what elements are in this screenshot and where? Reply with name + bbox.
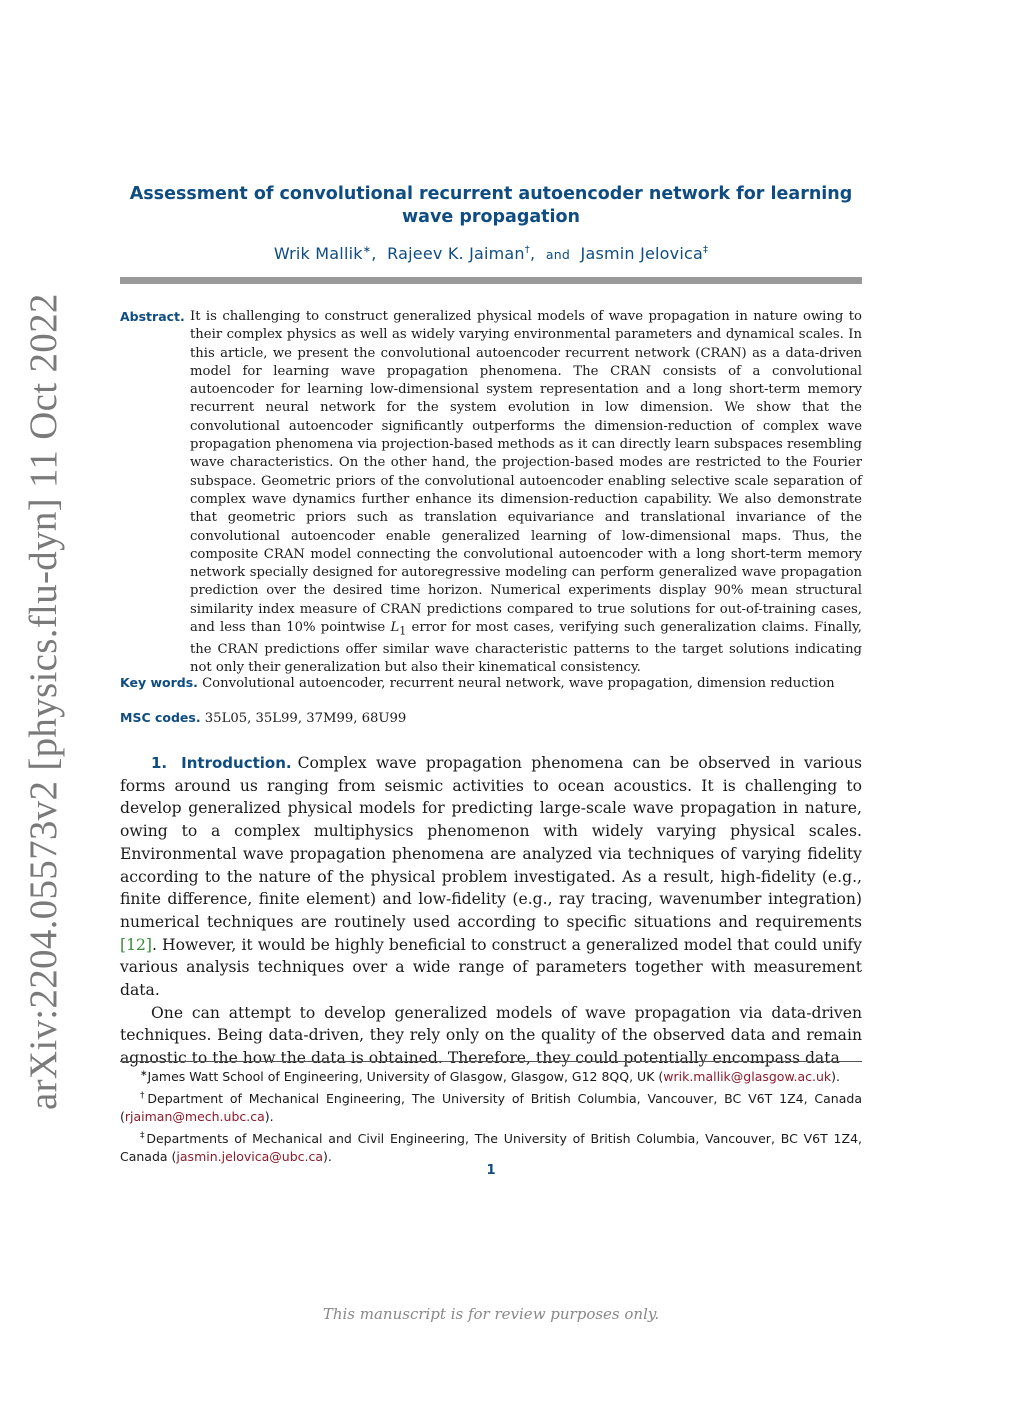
- section-heading: Introduction.: [181, 754, 292, 772]
- abstract-section: [120, 308, 862, 678]
- email-link[interactable]: wrik.mallik@glasgow.ac.uk: [663, 1069, 832, 1085]
- author-name: Wrik Mallik: [273, 244, 363, 263]
- l1-norm-symbol: L: [390, 620, 400, 636]
- footnote-mark: ∗: [140, 1069, 148, 1079]
- l1-norm-subscript: 1: [399, 624, 407, 638]
- keywords-text: Convolutional autoencoder, recurrent neural network, wave propagation, dimension reduction: [202, 676, 835, 691]
- arxiv-identifier-sidebar: arXiv:2204.05573v2 [physics.flu-dyn] 11 Oct 2022: [22, 293, 65, 1110]
- author-name: Rajeev K. Jaiman: [387, 244, 525, 263]
- keywords-line: [120, 675, 862, 691]
- author-conjunction: and: [545, 247, 570, 262]
- abstract-text-part: It is challenging to construct generalized physical models of wave propagation in nature owing to their complex physics as well as widely varying environmental parameters and dynamical scales. In this article, we present the convolutional autoencoder recurrent network (CRAN) as a data-driven model for learning wave propagation phenomena. The CRAN consists of a convolutional autoencoder for learning low-dimensional system representation and a long short-term memory recurrent neural network for the system evolution in low dimension. We show that the convolutional autoencoder significantly outperforms the dimension-reduction of complex wave propagation phenomena via projection-based methods as it can directly learn subspaces resembling wave characteristics. On the other hand, the projection-based modes are restricted to the Fourier subspace. Geometric priors of the convolutional autoencoder enabling selective scale separation of complex wave dynamics further enhance its dimension-reduction capability. We also demonstrate that geometric priors such as translation equivariance and translational invariance of the convolutional autoencoder enable generalized learning of low-dimensional maps. Thus, the composite CRAN model connecting the convolutional autoencoder with a long short-term memory network specially designed for autoregressive modeling can perform generalized wave propagation prediction over the desired time horizon. Numerical experiments display 90% mean structural similarity index measure of CRAN predictions compared to true solutions for out-of-training cases, and less than 10% pointwise: [190, 309, 862, 636]
- footnote-mark: ‡: [140, 1130, 147, 1141]
- author-list: Wrik Mallik∗, Rajeev K. Jaiman†, and Jasmin Jelovica‡: [273, 244, 709, 263]
- abstract-text: [190, 308, 862, 678]
- citation-link[interactable]: [12]: [120, 935, 153, 954]
- intro-paragraph: One can attempt to develop generalized models of wave propagation via data-driven techniques. Being data-driven, they rely only on the quality of the observed data and remain agnostic to the how the data is obtained. Therefore, they could potentially encompass data: [120, 1003, 862, 1068]
- footnote: ∗James Watt School of Engineering, University of Glasgow, Glasgow, G12 8QQ, UK (wrik.mallik@glasgow.ac.uk).: [140, 1069, 841, 1085]
- title-divider: [120, 277, 862, 284]
- footnotes: [120, 1065, 862, 1167]
- introduction-section: [120, 752, 862, 1070]
- msc-codes-text: 35L05, 35L99, 37M99, 68U99: [204, 711, 407, 726]
- author-footnote-mark[interactable]: †: [524, 244, 530, 256]
- email-link[interactable]: rjaiman@mech.ubc.ca: [124, 1109, 265, 1125]
- section-number: 1.: [151, 754, 168, 772]
- review-notice: This manuscript is for review purposes only.: [322, 1305, 660, 1323]
- footnote: ‡Departments of Mechanical and Civil Engineering, The University of British Columbia, Vancouver, BC V6T 1Z4, Canada (jasmin.jelovica@ubc.ca).: [120, 1130, 862, 1165]
- abstract-text-part: error for most cases, verifying such generalization claims. Finally, the CRAN predictions offer similar wave characteristic patterns to the target solutions indicating not only their generalization but also their kinematical consistency.: [190, 620, 862, 676]
- email-link[interactable]: jasmin.jelovica@ubc.ca: [176, 1149, 324, 1165]
- author-footnote-mark[interactable]: ∗: [362, 244, 372, 256]
- intro-text: . However, it would be highly beneficial to construct a generalized model that could unify various analysis techniques over a wide range of parameters together with measurement data.: [120, 935, 862, 1000]
- page-number: 1: [486, 1163, 496, 1178]
- author-footnote-mark[interactable]: ‡: [702, 244, 709, 256]
- msc-codes-label: MSC codes.: [120, 710, 201, 725]
- intro-paragraph: [120, 752, 862, 1002]
- intro-text: Complex wave propagation phenomena can be observed in various forms around us ranging from seismic activities to ocean acoustics. It is challenging to develop generalized physical models for predicting large-scale wave propagation in nature, owing to a complex multiphysics phenomenon with widely varying physical scales. Environmental wave propagation phenomena are analyzed via techniques of varying fidelity according to the nature of the physical problem investigated. As a result, high-fidelity (e.g., finite difference, finite element) and low-fidelity (e.g., ray tracing, wavenumber integration) numerical techniques are routinely used according to specific situations and requirements: [120, 754, 862, 931]
- paper-title: Assessment of convolutional recurrent autoencoder network for learning wave propagation: [129, 184, 853, 227]
- msc-codes-line: [120, 710, 862, 726]
- footnote-divider: [120, 1061, 862, 1062]
- keywords-label: Key words.: [120, 675, 198, 690]
- abstract-label: Abstract.: [120, 309, 185, 324]
- footnote: †Department of Mechanical Engineering, The University of British Columbia, Vancouver, BC V6T 1Z4, Canada (rjaiman@mech.ubc.ca).: [120, 1090, 862, 1125]
- author-name: Jasmin Jelovica: [580, 244, 703, 263]
- footnote-mark: †: [140, 1090, 148, 1101]
